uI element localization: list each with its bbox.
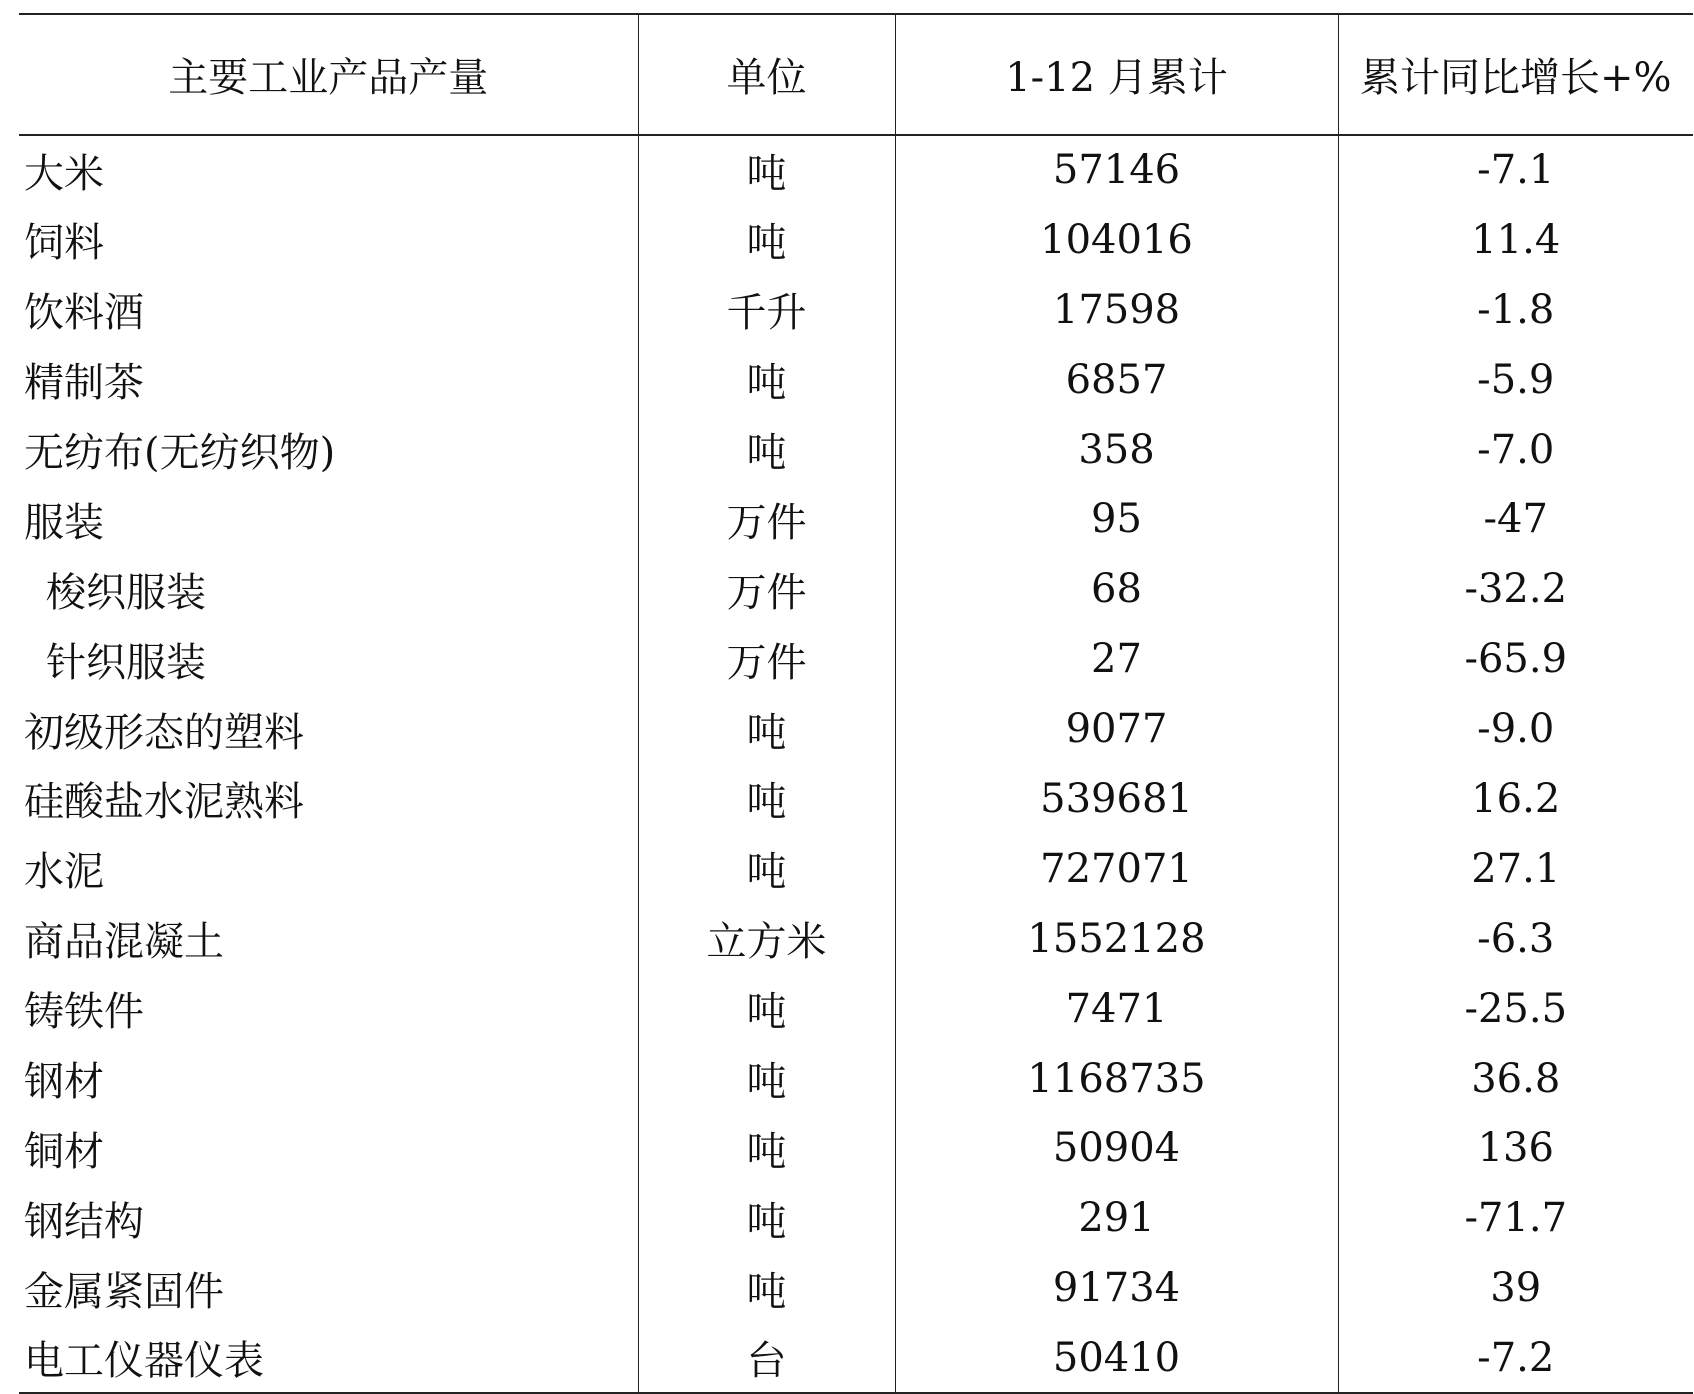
unit-cell: 万件	[638, 554, 895, 624]
header-growth: 累计同比增长+%	[1338, 14, 1693, 135]
growth-rate-cell: 39	[1338, 1253, 1693, 1323]
header-product: 主要工业产品产量	[19, 14, 638, 135]
unit-cell: 立方米	[638, 904, 895, 974]
table-row	[19, 1183, 1693, 1253]
growth-rate-cell: -6.3	[1338, 904, 1693, 974]
cumulative-value-cell: 727071	[895, 834, 1338, 904]
unit-cell: 吨	[638, 205, 895, 275]
unit-cell: 万件	[638, 484, 895, 554]
growth-rate-cell: -7.1	[1338, 135, 1693, 205]
product-name-cell: 硅酸盐水泥熟料	[24, 779, 304, 826]
growth-rate-cell: 16.2	[1338, 764, 1693, 834]
product-name-cell: 初级形态的塑料	[24, 709, 304, 756]
cumulative-value-cell: 104016	[895, 205, 1338, 275]
cumulative-value-cell: 1552128	[895, 904, 1338, 974]
table-row	[19, 135, 1693, 205]
table-row	[19, 554, 1693, 624]
product-name-cell: 饲料	[24, 220, 104, 267]
cumulative-value-cell: 50904	[895, 1113, 1338, 1183]
product-name-cell: 水泥	[24, 849, 104, 896]
table-row	[19, 694, 1693, 764]
table-row	[19, 974, 1693, 1044]
unit-cell: 吨	[638, 1113, 895, 1183]
product-name-cell: 金属紧固件	[24, 1268, 224, 1315]
growth-rate-cell: 27.1	[1338, 834, 1693, 904]
growth-rate-cell: -71.7	[1338, 1183, 1693, 1253]
growth-rate-cell: -5.9	[1338, 345, 1693, 415]
unit-cell: 吨	[638, 694, 895, 764]
table-header-row	[19, 14, 1693, 135]
unit-cell: 千升	[638, 275, 895, 345]
cumulative-value-cell: 91734	[895, 1253, 1338, 1323]
cumulative-value-cell: 7471	[895, 974, 1338, 1044]
table-row	[19, 205, 1693, 275]
table-body	[19, 135, 1693, 1393]
header-unit: 单位	[638, 14, 895, 135]
industrial-output-table	[19, 13, 1693, 1394]
unit-cell: 吨	[638, 345, 895, 415]
cumulative-value-cell: 6857	[895, 345, 1338, 415]
product-name-cell: 无纺布(无纺织物)	[24, 430, 336, 476]
product-name-cell: 服装	[24, 499, 104, 546]
product-name-cell: 针织服装	[46, 639, 206, 686]
table-row	[19, 624, 1693, 694]
table-row	[19, 415, 1693, 485]
header-cumulative: 1-12 月累计	[895, 14, 1338, 135]
table-row	[19, 834, 1693, 904]
unit-cell: 吨	[638, 1044, 895, 1114]
product-name-cell: 铜材	[24, 1128, 104, 1175]
growth-rate-cell: 136	[1338, 1113, 1693, 1183]
cumulative-value-cell: 539681	[895, 764, 1338, 834]
unit-cell: 吨	[638, 1253, 895, 1323]
product-name-cell: 电工仪器仪表	[19, 1323, 638, 1393]
cumulative-value-cell: 95	[895, 484, 1338, 554]
product-name-cell: 商品混凝土	[24, 919, 224, 966]
cumulative-value-cell: 291	[895, 1183, 1338, 1253]
growth-rate-cell: 11.4	[1338, 205, 1693, 275]
cumulative-value-cell: 50410	[895, 1323, 1338, 1393]
growth-rate-cell: -9.0	[1338, 694, 1693, 764]
table-row	[19, 1253, 1693, 1323]
unit-cell: 吨	[638, 834, 895, 904]
product-name-cell: 饮料酒	[24, 290, 144, 337]
unit-cell: 吨	[638, 974, 895, 1044]
growth-rate-cell: -47	[1338, 484, 1693, 554]
cumulative-value-cell: 358	[895, 415, 1338, 485]
table-row	[19, 1044, 1693, 1114]
unit-cell: 吨	[638, 764, 895, 834]
growth-rate-cell: -65.9	[1338, 624, 1693, 694]
cumulative-value-cell: 9077	[895, 694, 1338, 764]
product-name-cell: 精制茶	[24, 360, 144, 407]
product-name-cell: 梭织服装	[46, 569, 206, 616]
cumulative-value-cell: 1168735	[895, 1044, 1338, 1114]
cumulative-value-cell: 68	[895, 554, 1338, 624]
table-row	[19, 1323, 1693, 1393]
growth-rate-cell: -1.8	[1338, 275, 1693, 345]
unit-cell: 吨	[638, 135, 895, 205]
product-name-cell: 大米	[24, 150, 104, 197]
growth-rate-cell: -32.2	[1338, 554, 1693, 624]
product-name-cell: 铸铁件	[24, 989, 144, 1036]
industrial-output-table-container	[19, 13, 1693, 1394]
table-row	[19, 1113, 1693, 1183]
cumulative-value-cell: 17598	[895, 275, 1338, 345]
growth-rate-cell: -25.5	[1338, 974, 1693, 1044]
unit-cell: 万件	[638, 624, 895, 694]
unit-cell: 台	[638, 1323, 895, 1393]
cumulative-value-cell: 27	[895, 624, 1338, 694]
growth-rate-cell: -7.2	[1338, 1323, 1693, 1393]
table-row	[19, 345, 1693, 415]
growth-rate-cell: -7.0	[1338, 415, 1693, 485]
product-name-cell: 钢结构	[24, 1198, 144, 1245]
unit-cell: 吨	[638, 1183, 895, 1253]
unit-cell: 吨	[638, 415, 895, 485]
cumulative-value-cell: 57146	[895, 135, 1338, 205]
table-row	[19, 275, 1693, 345]
growth-rate-cell: 36.8	[1338, 1044, 1693, 1114]
table-row	[19, 904, 1693, 974]
table-row	[19, 764, 1693, 834]
table-row	[19, 484, 1693, 554]
product-name-cell: 钢材	[24, 1059, 104, 1106]
